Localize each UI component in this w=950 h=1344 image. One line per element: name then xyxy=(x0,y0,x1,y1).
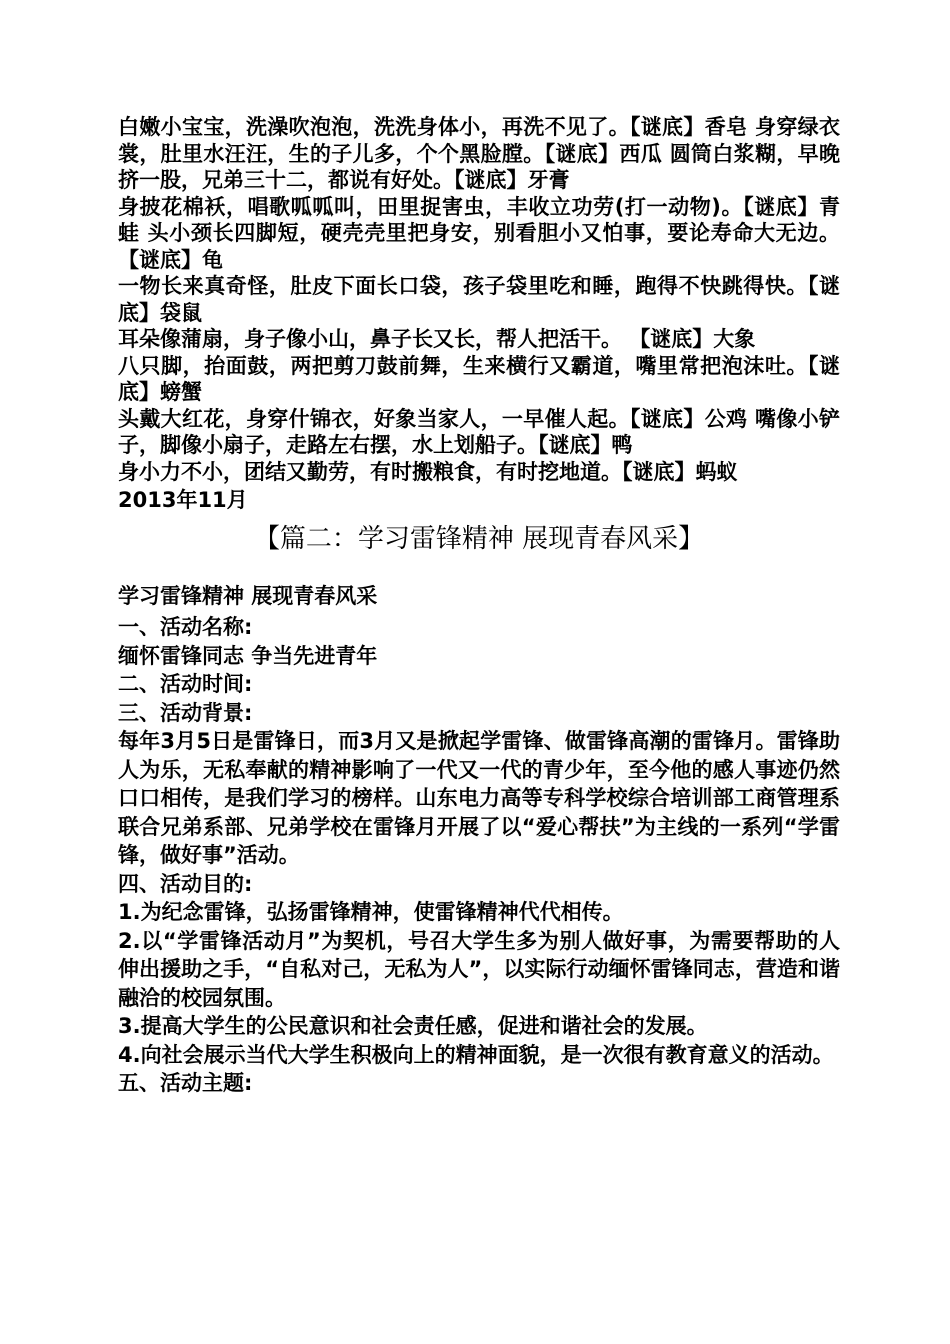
riddle-paragraph: 耳朵像蒲扇，身子像小山，鼻子长又长，帮人把活干。 【谜底】大象 xyxy=(118,327,756,351)
article-line: 缅怀雷锋同志 争当先进青年 xyxy=(118,643,378,668)
riddle-paragraph: 身小力不小，团结又勤劳，有时搬粮食，有时挖地道。【谜底】蚂蚁 xyxy=(118,459,738,484)
article-line: 1.为纪念雷锋，弘扬雷锋精神，使雷锋精神代代相传。 xyxy=(118,900,624,924)
article-body xyxy=(118,582,840,1098)
riddle-list xyxy=(118,114,840,514)
riddle-paragraph: 八只脚，抬面鼓，两把剪刀鼓前舞，生来横行又霸道，嘴里常把泡沫吐。【谜底】螃蟹 xyxy=(118,353,840,404)
section-title: 【篇二：学习雷锋精神 展现青春风采】 xyxy=(253,523,705,554)
article-line: 2.以“学雷锋活动月”为契机，号召大学生多为别人做好事，为需要帮助的人伸出援助之手，“自私对己，无私为人”，以实际行动缅怀雷锋同志，营造和谐融洽的校园氛围。 xyxy=(118,928,840,1010)
riddle-paragraph: 一物长来真奇怪，肚皮下面长口袋，孩子袋里吃和睡，跑得不快跳得快。【谜底】袋鼠 xyxy=(118,274,840,325)
article-heading: 学习雷锋精神 展现青春风采 xyxy=(118,583,378,608)
article-line: 4.向社会展示当代大学生积极向上的精神面貌，是一次很有教育意义的活动。 xyxy=(118,1042,834,1067)
article-line: 每年3月5日是雷锋日，而3月又是掀起学雷锋、做雷锋高潮的雷锋月。雷锋助人为乐，无私奉献的精神影响了一代又一代的青少年，至今他的感人事迹仍然口口相传，是我们学习的榜样。山东电力高等专科学校综合培训部工商管理系联合兄弟系部、兄弟学校在雷锋月开展了以“爱心帮扶”为主线的一系列“学雷锋，做好事”活动。 xyxy=(118,729,840,867)
document-date: 2013年11月 xyxy=(118,488,248,512)
riddle-paragraph: 头戴大红花，身穿什锦衣，好象当家人，一早催人起。【谜底】公鸡 嘴像小铲子，脚像小扇子，走路左右摆，水上划船子。【谜底】鸭 xyxy=(118,406,840,457)
document-page xyxy=(118,114,840,1098)
article-line: 一、活动名称: xyxy=(118,615,253,639)
article-line: 二、活动时间: xyxy=(118,672,253,696)
article-line: 四、活动目的: xyxy=(118,871,253,896)
riddle-paragraph: 身披花棉袄，唱歌呱呱叫，田里捉害虫，丰收立功劳(打一动物)。【谜底】青蛙 头小颈长四脚短，硬壳壳里把身安，别看胆小又怕事，要论寿命大无边。【谜底】龟 xyxy=(118,194,840,272)
riddle-paragraph: 白嫩小宝宝，洗澡吹泡泡，洗洗身体小，再洗不见了。【谜底】香皂 身穿绿衣裳，肚里水汪汪，生的子儿多，个个黑脸膛。【谜底】西瓜 圆筒白浆糊，早晚挤一股，兄弟三十二，都说有好处。【谜底】牙膏 xyxy=(118,115,840,192)
article-line: 3.提高大学生的公民意识和社会责任感，促进和谐社会的发展。 xyxy=(118,1014,708,1038)
article-line: 五、活动主题: xyxy=(118,1071,253,1095)
article-line: 三、活动背景: xyxy=(118,700,253,725)
